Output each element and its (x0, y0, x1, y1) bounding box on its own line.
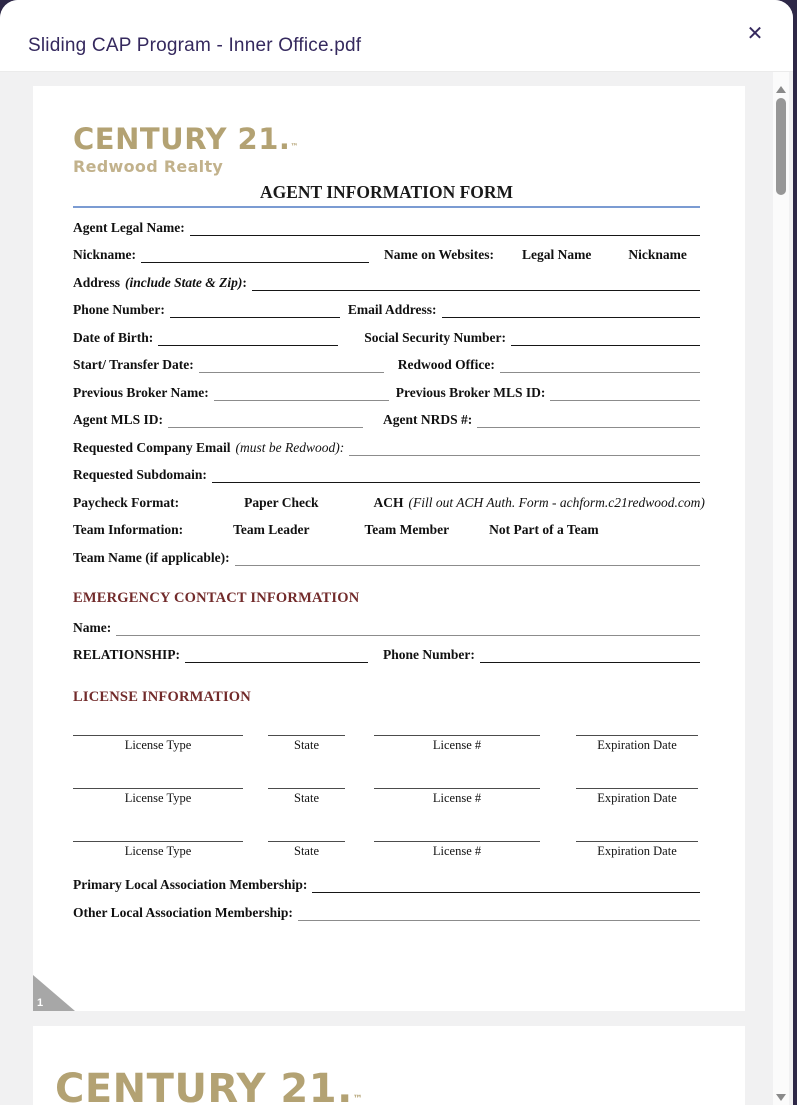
license-number-label: License # (432, 791, 482, 806)
option-not-part-of-team: Not Part of a Team (489, 522, 599, 538)
field-label: Start/ Transfer Date: (73, 357, 194, 373)
blank-line (550, 386, 700, 401)
field-previous-broker (73, 384, 700, 401)
field-label: Agent NRDS #: (383, 412, 473, 428)
field-team-information (73, 521, 700, 538)
field-label: Previous Broker Name: (73, 384, 209, 400)
century21-logo-text: CENTURY 21. (73, 122, 291, 156)
field-label: Phone Number: (383, 647, 475, 663)
blank-line (268, 777, 345, 789)
modal-header (0, 0, 793, 72)
license-column-labels (73, 842, 700, 860)
blank-line (268, 830, 345, 842)
option-legal-name: Legal Name (522, 247, 592, 263)
field-agent-legal-name (73, 219, 700, 236)
field-emergency-name (73, 619, 700, 636)
field-label: Nickname: (73, 247, 136, 263)
scroll-down-arrow-icon[interactable] (776, 1094, 786, 1101)
blank-line (349, 441, 700, 456)
field-label: Requested Subdomain: (73, 467, 207, 483)
expiration-date-label: Expiration Date (597, 791, 677, 806)
field-agent-mls-nrds (73, 411, 700, 428)
license-row-2 (73, 777, 700, 807)
license-blank-lines (73, 724, 700, 736)
modal-title: Sliding CAP Program - Inner Office.pdf (28, 35, 362, 56)
field-label: Social Security Number: (364, 329, 506, 345)
field-label-colon: : (242, 274, 247, 290)
license-row-3 (73, 830, 700, 860)
field-requested-email (73, 439, 700, 456)
blank-line (141, 248, 369, 263)
option-team-leader: Team Leader (233, 522, 310, 538)
pdf-viewer-scroll-area[interactable] (0, 72, 775, 1105)
blank-line (185, 648, 368, 663)
field-primary-association (73, 876, 700, 893)
blank-line (511, 331, 700, 346)
scrollbar[interactable] (773, 72, 789, 1105)
field-label: Primary Local Association Membership: (73, 877, 308, 893)
field-paycheck-format (73, 494, 705, 511)
field-label: Previous Broker MLS ID: (395, 384, 546, 400)
brand-logo (33, 86, 745, 176)
field-label: Redwood Office: (397, 357, 495, 373)
blank-line (212, 468, 700, 483)
trademark-symbol: ™ (352, 1094, 364, 1105)
blank-line (116, 621, 700, 636)
field-relationship-phone (73, 646, 700, 663)
blank-line (374, 830, 540, 842)
license-number-label: License # (432, 844, 482, 859)
blank-line (500, 358, 700, 373)
century21-logo (55, 1066, 745, 1105)
option-nickname: Nickname (628, 247, 687, 263)
license-type-label: License Type (124, 791, 192, 806)
blank-line (214, 386, 389, 401)
expiration-date-label: Expiration Date (597, 844, 677, 859)
form-title: AGENT INFORMATION FORM (259, 182, 514, 203)
blank-line (374, 724, 540, 736)
blank-line (158, 331, 338, 346)
field-label: Team Information: (73, 522, 184, 538)
state-label: State (294, 844, 319, 859)
field-nickname-websites (73, 246, 700, 263)
scrollbar-thumb[interactable] (776, 98, 786, 195)
field-label: Name: (73, 619, 112, 635)
scroll-up-arrow-icon[interactable] (776, 86, 786, 93)
option-team-member: Team Member (364, 522, 450, 538)
century21-logo-text: CENTURY 21. (55, 1066, 353, 1105)
blank-line (268, 724, 345, 736)
field-dob-ssn (73, 329, 700, 346)
field-label: Email Address: (347, 302, 437, 318)
license-number-label: License # (432, 738, 482, 753)
field-note: (include State & Zip) (125, 274, 243, 290)
field-label: Phone Number: (73, 302, 165, 318)
field-label: Agent MLS ID: (73, 412, 163, 428)
blank-line (190, 221, 700, 236)
field-label: Address (73, 274, 121, 290)
field-start-date-office (73, 356, 700, 373)
blank-line (252, 276, 700, 291)
blank-line (480, 648, 700, 663)
blank-line (576, 724, 698, 736)
license-blank-lines (73, 830, 700, 842)
license-type-label: License Type (124, 738, 192, 753)
license-type-label: License Type (124, 844, 192, 859)
option-paper-check: Paper Check (244, 494, 319, 510)
license-information-header: LICENSE INFORMATION (73, 689, 251, 706)
close-button[interactable] (741, 20, 769, 48)
field-label: Paycheck Format: (73, 494, 180, 510)
emergency-contact-header: EMERGENCY CONTACT INFORMATION (73, 589, 360, 606)
option-ach: ACH (373, 494, 404, 510)
field-phone-email (73, 301, 700, 318)
page-number: 1 (37, 997, 44, 1009)
blank-line (477, 413, 700, 428)
field-label: Agent Legal Name: (73, 219, 185, 235)
blank-line (235, 551, 700, 566)
blank-line (374, 777, 540, 789)
license-column-labels (73, 789, 700, 807)
blank-line (576, 830, 698, 842)
blank-line (73, 830, 243, 842)
field-label: Other Local Association Membership: (73, 904, 293, 920)
field-team-name (73, 549, 700, 566)
field-requested-subdomain (73, 466, 700, 483)
blank-line (576, 777, 698, 789)
pdf-page-1 (33, 86, 745, 1011)
field-address (73, 274, 700, 291)
redwood-realty-label: Redwood Realty (73, 157, 224, 177)
license-row-1 (73, 724, 700, 754)
blank-line (199, 358, 384, 373)
field-label: Requested Company Email (73, 439, 231, 455)
pdf-page-2 (33, 1026, 745, 1105)
field-label: Name on Websites: (384, 247, 494, 263)
close-icon: ✕ (746, 23, 764, 45)
blank-line (73, 777, 243, 789)
field-label: Team Name (if applicable): (73, 549, 230, 565)
field-label: Date of Birth: (73, 329, 154, 345)
blank-line (170, 303, 340, 318)
state-label: State (294, 738, 319, 753)
field-label: RELATIONSHIP: (73, 647, 181, 663)
trademark-symbol: ™ (290, 142, 299, 151)
state-label: State (294, 791, 319, 806)
blank-line (442, 303, 700, 318)
license-blank-lines (73, 777, 700, 789)
blank-line (298, 906, 700, 921)
blank-line (73, 724, 243, 736)
century21-logo (73, 124, 745, 154)
field-other-association (73, 904, 700, 921)
title-underline (73, 206, 700, 208)
blank-line (312, 878, 700, 893)
blank-line (168, 413, 363, 428)
ach-note: (Fill out ACH Auth. Form - achform.c21redwood.com) (408, 494, 705, 510)
license-column-labels (73, 736, 700, 754)
field-note: (must be Redwood): (235, 439, 345, 455)
expiration-date-label: Expiration Date (597, 738, 677, 753)
